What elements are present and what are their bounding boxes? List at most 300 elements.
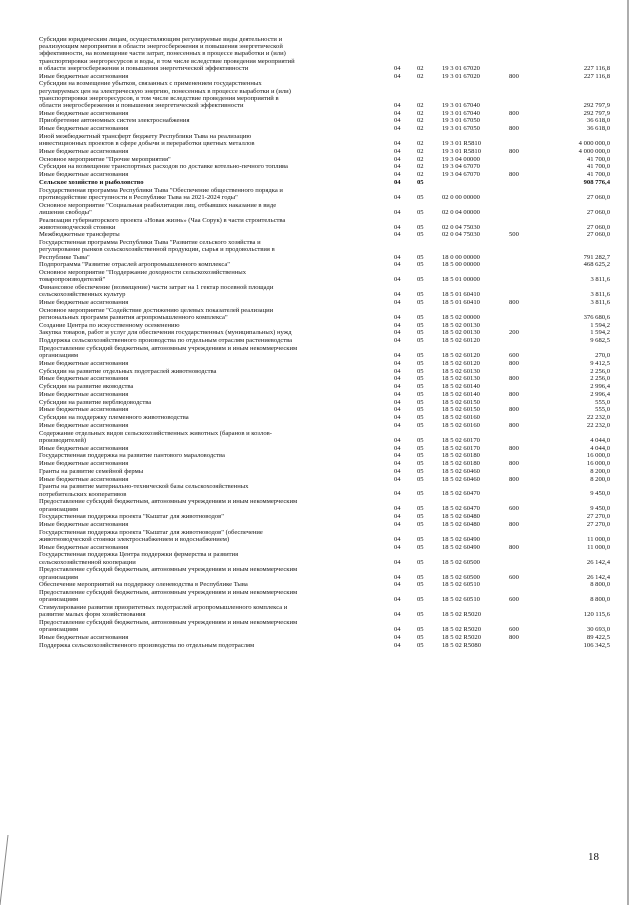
row-rz: 04	[394, 352, 401, 360]
row-sum: 27 270,0	[586, 521, 610, 528]
row-prz: 05	[417, 337, 424, 345]
row-rz: 04	[394, 223, 401, 231]
row-sum: 16 000,0	[586, 460, 610, 468]
table-row	[0, 476, 640, 483]
table-row	[0, 187, 640, 201]
row-vr: 600	[509, 352, 519, 360]
row-csr: 19 3 01 67040	[442, 109, 480, 117]
row-csr: 19 3 04 67070	[442, 171, 480, 179]
row-prz: 05	[417, 223, 424, 231]
row-rz: 04	[394, 513, 401, 521]
row-name: Приобретение автономных систем электроснабжения	[39, 117, 190, 125]
row-name: Иные бюджетные ассигнования	[39, 444, 129, 452]
row-prz: 05	[417, 421, 424, 429]
row-name: Гранты на развитие семейной фермы	[39, 467, 144, 475]
row-csr: 18 5 02 60500	[442, 573, 480, 581]
row-name: Иные бюджетные ассигнования	[39, 125, 129, 133]
table-row	[0, 163, 640, 170]
row-rz: 04	[394, 359, 401, 367]
row-vr: 200	[509, 329, 519, 337]
row-sum: 106 342,5	[583, 641, 610, 649]
row-rz: 04	[394, 253, 401, 261]
row-prz: 05	[417, 581, 424, 589]
row-sum: 4 044,0	[590, 444, 610, 452]
row-csr: 18 5 02 60130	[442, 375, 480, 383]
row-rz: 04	[394, 72, 401, 80]
row-prz: 02	[417, 72, 424, 80]
row-csr: 18 5 02 R5020	[442, 626, 482, 634]
row-prz: 05	[417, 505, 424, 513]
row-csr: 18 5 02 60460	[442, 467, 480, 475]
row-sum: 292 797,9	[583, 101, 610, 109]
row-prz: 05	[417, 436, 424, 444]
row-sum: 270,0	[595, 352, 610, 360]
table-row	[0, 239, 640, 261]
row-csr: 18 5 01 00000	[442, 276, 480, 284]
row-name: Иные бюджетные ассигнования	[39, 543, 129, 551]
row-name: Стимулирование развития приоритетных подотраслей агропромышленного комплекса и развитие малых форм хозяйствования	[39, 604, 288, 619]
row-sum: 1 594,2	[590, 329, 610, 337]
row-prz: 05	[417, 261, 424, 269]
row-prz: 05	[417, 383, 424, 391]
row-sum: 9 682,5	[590, 337, 610, 345]
row-vr: 600	[509, 596, 519, 604]
row-rz: 04	[394, 155, 401, 163]
row-sum: 2 996,4	[590, 390, 610, 398]
row-name: Иные бюджетные ассигнования	[39, 147, 129, 155]
row-vr: 800	[509, 375, 519, 383]
row-name: Предоставление субсидий бюджетным, автономным учреждениям и иным некоммерческим организациям	[39, 566, 298, 581]
table-row	[0, 329, 640, 336]
row-rz: 04	[394, 634, 401, 641]
row-rz: 04	[394, 261, 401, 269]
row-rz: 04	[394, 452, 401, 460]
row-prz: 02	[417, 171, 424, 179]
row-name: Межбюджетные трансферты	[39, 231, 120, 239]
row-name: Обеспечение мероприятий на поддержку оленеводства в Республике Тыва	[39, 581, 248, 589]
row-sum: 41 700,0	[586, 155, 610, 163]
row-vr: 800	[509, 171, 519, 179]
row-prz: 02	[417, 109, 424, 117]
row-sum: 22 232,0	[586, 414, 610, 422]
row-sum: 4 000 000,0	[578, 140, 610, 148]
row-rz: 04	[394, 109, 401, 117]
row-sum: 16 000,0	[586, 452, 610, 460]
row-sum: 36 618,0	[586, 117, 610, 125]
row-rz: 04	[394, 337, 401, 345]
row-name: Иные бюджетные ассигнования	[39, 475, 129, 483]
table-row	[0, 445, 640, 452]
row-name: Государственная поддержка проекта "Кыштаг для животноводов"	[39, 513, 224, 521]
row-csr: 19 3 01 R5810	[442, 147, 482, 155]
row-name: Сельское хозяйство и рыболовство	[39, 178, 144, 186]
row-rz: 04	[394, 329, 401, 337]
row-csr: 18 5 02 60120	[442, 359, 480, 367]
row-rz: 04	[394, 383, 401, 391]
row-prz: 05	[417, 444, 424, 452]
row-prz: 02	[417, 117, 424, 125]
row-rz: 04	[394, 125, 401, 133]
row-sum: 8 800,0	[590, 596, 610, 604]
row-csr: 18 5 02 R5080	[442, 641, 482, 649]
row-prz: 05	[417, 611, 424, 619]
table-row	[0, 414, 640, 421]
row-prz: 05	[417, 406, 424, 414]
row-csr: 18 5 02 60140	[442, 390, 480, 398]
table-row	[0, 634, 640, 641]
row-rz: 04	[394, 436, 401, 444]
row-name: Субсидии на развитие отдельных подотраслей животноводства	[39, 367, 217, 375]
row-name: Иные бюджетные ассигнования	[39, 375, 129, 383]
row-rz: 04	[394, 490, 401, 498]
row-rz: 04	[394, 406, 401, 414]
row-csr: 18 5 02 60470	[442, 505, 480, 513]
row-name: Иные бюджетные ассигнования	[39, 390, 129, 398]
row-prz: 05	[417, 521, 424, 528]
table-row	[0, 422, 640, 429]
row-rz: 04	[394, 505, 401, 513]
row-csr: 18 5 02 60160	[442, 421, 480, 429]
table-row	[0, 566, 640, 580]
row-prz: 05	[417, 390, 424, 398]
row-sum: 292 797,9	[583, 109, 610, 117]
row-rz: 04	[394, 171, 401, 179]
table-row	[0, 261, 640, 268]
row-rz: 04	[394, 475, 401, 483]
row-prz: 05	[417, 414, 424, 422]
row-rz: 04	[394, 573, 401, 581]
row-rz: 04	[394, 626, 401, 634]
row-name: Иные бюджетные ассигнования	[39, 359, 129, 367]
row-rz: 04	[394, 208, 401, 216]
row-prz: 05	[417, 193, 424, 201]
table-row	[0, 391, 640, 398]
row-prz: 05	[417, 367, 424, 375]
row-sum: 26 142,4	[586, 573, 610, 581]
row-sum: 41 700,0	[586, 163, 610, 171]
table-row	[0, 452, 640, 459]
row-vr: 800	[509, 359, 519, 367]
row-name: Субсидии на развитие верблюдоводства	[39, 398, 152, 406]
table-row	[0, 406, 640, 413]
row-prz: 05	[417, 313, 424, 321]
row-name: Субсидии на возмещение убытков, связанных с применением государственных регулируемых цен на электрическую энергию, понесенных в процессе выработки и (или) транспортировки энергоресурсов, в том числе вследствие проведения мероприятий в области энергосбережения и повышения энергетической эффективности	[39, 80, 291, 109]
row-csr: 18 5 02 60480	[442, 513, 480, 521]
row-csr: 02 0 04 75030	[442, 223, 480, 231]
row-csr: 18 5 02 60510	[442, 581, 480, 589]
row-csr: 18 5 02 R5020	[442, 611, 482, 619]
row-rz: 04	[394, 641, 401, 649]
row-vr: 800	[509, 634, 519, 641]
row-csr: 18 5 02 60460	[442, 475, 480, 483]
row-vr: 800	[509, 299, 519, 306]
row-name: Поддержка сельскохозяйственного производства по отдельным отраслям растениеводства	[39, 337, 293, 345]
row-rz: 04	[394, 101, 401, 109]
row-rz: 04	[394, 193, 401, 201]
row-rz: 04	[394, 543, 401, 551]
row-prz: 05	[417, 641, 424, 649]
row-prz: 05	[417, 329, 424, 337]
row-sum: 908 776,4	[583, 178, 610, 186]
row-name: Субсидия на возмещение транспортных расходов по доставке котельно-печного топлива	[39, 163, 288, 171]
row-name: Иные бюджетные ассигнования	[39, 521, 129, 528]
row-rz: 04	[394, 291, 401, 299]
row-sum: 376 680,6	[583, 313, 610, 321]
row-vr: 800	[509, 444, 519, 452]
row-vr: 800	[509, 521, 519, 528]
row-prz: 05	[417, 596, 424, 604]
row-csr: 18 5 02 00000	[442, 313, 480, 321]
row-prz: 05	[417, 573, 424, 581]
row-vr: 800	[509, 460, 519, 468]
table-row	[0, 642, 640, 649]
row-prz: 05	[417, 513, 424, 521]
row-name: Поддержка сельскохозяйственного производства по отдельным подотраслям	[39, 641, 255, 649]
row-vr: 600	[509, 626, 519, 634]
table-row	[0, 399, 640, 406]
row-sum: 9 450,0	[590, 505, 610, 513]
table-row	[0, 581, 640, 588]
table-row	[0, 383, 640, 390]
row-csr: 18 5 02 60470	[442, 490, 480, 498]
row-csr: 18 5 02 R5020	[442, 634, 482, 641]
row-sum: 11 000,0	[587, 535, 610, 543]
page-number: 18	[588, 851, 599, 863]
row-name: Подпрограмма "Развитие отраслей агропромышленного комплекса"	[39, 261, 230, 269]
row-rz: 04	[394, 414, 401, 422]
row-sum: 27 060,0	[586, 193, 610, 201]
row-prz: 05	[417, 253, 424, 261]
row-csr: 18 5 02 60490	[442, 543, 480, 551]
row-csr: 18 5 02 60160	[442, 414, 480, 422]
row-csr: 18 5 01 60410	[442, 291, 480, 299]
row-rz: 04	[394, 521, 401, 528]
row-rz: 04	[394, 178, 401, 186]
row-prz: 05	[417, 634, 424, 641]
table-row	[0, 345, 640, 359]
row-csr: 19 3 04 00000	[442, 155, 480, 163]
row-sum: 227 116,8	[583, 64, 610, 72]
row-sum: 36 618,0	[586, 125, 610, 133]
row-prz: 05	[417, 626, 424, 634]
row-sum: 3 811,6	[590, 276, 610, 284]
table-row	[0, 148, 640, 155]
row-name: Содержание отдельных видов сельскохозяйственных животных (баранов и козлов- производителей)	[39, 429, 272, 444]
row-name: Государственная программа Республики Тыва "Развитие сельского хозяйства и регулирование рынков сельскохозяйственной продукции, сырья и продовольствия в Республике Тыва"	[39, 239, 275, 261]
row-csr: 19 3 04 67070	[442, 163, 480, 171]
table-row	[0, 544, 640, 551]
row-csr: 18 5 02 00130	[442, 321, 480, 329]
row-rz: 04	[394, 117, 401, 125]
row-rz: 04	[394, 611, 401, 619]
table-row	[0, 483, 640, 497]
row-rz: 04	[394, 398, 401, 406]
row-name: Государственная поддержка на развитие пантового мараловодства	[39, 452, 225, 460]
row-csr: 02 0 04 75030	[442, 231, 480, 239]
row-prz: 05	[417, 475, 424, 483]
table-row	[0, 619, 640, 633]
row-name: Основное мероприятие "Поддержание доходности сельскохозяйственных товаропроизводителей"	[39, 269, 247, 284]
table-row	[0, 360, 640, 367]
table-row	[0, 322, 640, 329]
table-row	[0, 604, 640, 618]
row-name: Реализация губернаторского проекта «Новая жизнь» (Чаа Сорук) в части строительства животноводческой стоянки	[39, 216, 286, 231]
row-name: Предоставление субсидий бюджетным, автономным учреждениям и иным некоммерческим организациям	[39, 589, 298, 604]
table-row	[0, 307, 640, 321]
row-prz: 02	[417, 163, 424, 171]
row-rz: 04	[394, 163, 401, 171]
row-vr: 800	[509, 421, 519, 429]
row-prz: 05	[417, 558, 424, 566]
row-name: Иной межбюджетный трансферт бюджету Республики Тыва на реализацию инвестиционных проектов в сфере добычи и переработки цветных металлов	[39, 132, 255, 148]
row-csr: 18 5 02 60150	[442, 406, 480, 414]
table-row	[0, 337, 640, 344]
row-sum: 27 060,0	[586, 223, 610, 231]
row-name: Иные бюджетные ассигнования	[39, 72, 129, 80]
row-csr: 18 5 02 00130	[442, 329, 480, 337]
row-csr: 18 5 02 60170	[442, 444, 480, 452]
row-name: Субсидии на поддержку племенного животноводства	[39, 414, 189, 422]
table-row	[0, 133, 640, 147]
row-prz: 05	[417, 375, 424, 383]
row-sum: 3 811,6	[590, 299, 610, 306]
row-sum: 41 700,0	[586, 171, 610, 179]
row-vr: 600	[509, 573, 519, 581]
row-name: Создание Центра по искусственному осеменению	[39, 321, 180, 329]
row-rz: 04	[394, 596, 401, 604]
table-row	[0, 284, 640, 298]
row-name: Субсидии на развитие яководства	[39, 383, 134, 391]
row-name: Иные бюджетные ассигнования	[39, 406, 129, 414]
row-csr: 18 5 02 60120	[442, 352, 480, 360]
row-vr: 800	[509, 543, 519, 551]
row-sum: 2 256,0	[590, 375, 610, 383]
table-row	[0, 269, 640, 283]
row-name: Финансовое обеспечение (возмещение) части затрат на 1 гектар посевной площади сельскохозяйственных культур	[39, 284, 274, 299]
row-sum: 4 044,0	[590, 436, 610, 444]
row-sum: 120 115,6	[583, 611, 610, 619]
row-sum: 227 116,8	[583, 72, 610, 80]
row-prz: 05	[417, 231, 424, 239]
row-prz: 05	[417, 467, 424, 475]
row-csr: 18 5 01 60410	[442, 299, 480, 306]
table-row	[0, 125, 640, 132]
row-prz: 05	[417, 276, 424, 284]
row-prz: 02	[417, 101, 424, 109]
table-row	[0, 117, 640, 124]
row-csr: 18 5 02 60170	[442, 436, 480, 444]
row-rz: 04	[394, 390, 401, 398]
row-csr: 02 0 00 00000	[442, 193, 480, 201]
row-csr: 18 5 02 60480	[442, 521, 480, 528]
row-rz: 04	[394, 444, 401, 452]
table-row	[0, 551, 640, 565]
row-prz: 02	[417, 125, 424, 133]
table-row	[0, 430, 640, 444]
row-prz: 05	[417, 452, 424, 460]
row-sum: 555,0	[595, 406, 610, 414]
row-name: Закупка товаров, работ и услуг для обеспечения государственных (муниципальных) нужд	[39, 329, 292, 337]
row-vr: 800	[509, 147, 519, 155]
row-vr: 800	[509, 406, 519, 414]
row-prz: 05	[417, 352, 424, 360]
row-csr: 19 3 01 R5810	[442, 140, 482, 148]
table-row	[0, 299, 640, 306]
row-sum: 3 811,6	[590, 291, 610, 299]
row-name: Государственная поддержка проекта "Кыштаг для животноводов" (обеспечение животноводческой стоянки электроснабжением и водоснабжением)	[39, 528, 263, 543]
row-sum: 1 594,2	[590, 321, 610, 329]
row-prz: 05	[417, 299, 424, 306]
row-csr: 18 5 00 00000	[442, 261, 480, 269]
table-row	[0, 498, 640, 512]
row-rz: 04	[394, 460, 401, 468]
row-vr: 800	[509, 390, 519, 398]
row-rz: 04	[394, 313, 401, 321]
row-sum: 89 422,5	[586, 634, 610, 641]
row-name: Иные бюджетные ассигнования	[39, 634, 129, 641]
row-csr: 19 3 01 67050	[442, 117, 480, 125]
row-name: Основное мероприятие "Прочие мероприятия"	[39, 155, 171, 163]
row-csr: 18 5 02 60490	[442, 535, 480, 543]
row-rz: 04	[394, 367, 401, 375]
row-prz: 05	[417, 291, 424, 299]
row-csr: 02 0 04 00000	[442, 208, 480, 216]
row-name: Предоставление субсидий бюджетным, автономным учреждениям и иным некоммерческим организациям	[39, 498, 298, 513]
row-name: Иные бюджетные ассигнования	[39, 109, 129, 117]
row-rz: 04	[394, 140, 401, 148]
row-name: Иные бюджетные ассигнования	[39, 299, 129, 306]
table-row	[0, 231, 640, 238]
row-sum: 468 625,2	[583, 261, 610, 269]
row-rz: 04	[394, 64, 401, 72]
row-name: Предоставление субсидий бюджетным, автономным учреждениям и иным некоммерческим организациям	[39, 344, 298, 360]
row-name: Гранты на развитие материально-технической базы сельскохозяйственных потребительских кооперативов	[39, 483, 249, 498]
row-sum: 9 450,0	[590, 490, 610, 498]
row-prz: 05	[417, 490, 424, 498]
row-csr: 18 5 02 60500	[442, 558, 480, 566]
row-prz: 02	[417, 140, 424, 148]
table-row	[0, 375, 640, 382]
table-row	[0, 73, 640, 80]
row-name: Субсидии юридическим лицам, осуществляющим регулируемые виды деятельности и реализующим мероприятия в области энергосбережения и повышения энергетической эффективности, на возмещение части затрат, понесенных в процессе выработки и (или) транспортировки энергоресурсов и воды, в том числе вследствие проведения мероприятий в области энергосбережения и повышения энергетической эффективности	[39, 36, 295, 72]
row-rz: 04	[394, 467, 401, 475]
row-sum: 27 270,0	[586, 513, 610, 521]
row-rz: 04	[394, 421, 401, 429]
row-csr: 19 3 01 67020	[442, 72, 480, 80]
row-sum: 9 412,5	[590, 359, 610, 367]
row-vr: 800	[509, 475, 519, 483]
row-name: Иные бюджетные ассигнования	[39, 460, 129, 468]
row-name: Государственная поддержка Центра поддержки фермерства и развития сельскохозяйственной кооперации	[39, 551, 239, 566]
row-name: Иные бюджетные ассигнования	[39, 421, 129, 429]
table-row	[0, 36, 640, 72]
row-csr: 18 5 02 60140	[442, 383, 480, 391]
table-row	[0, 513, 640, 520]
row-csr: 18 0 00 00000	[442, 253, 480, 261]
row-prz: 05	[417, 543, 424, 551]
table-row	[0, 80, 640, 109]
row-prz: 05	[417, 208, 424, 216]
row-rz: 04	[394, 276, 401, 284]
row-prz: 05	[417, 460, 424, 468]
row-vr: 600	[509, 505, 519, 513]
table-row	[0, 529, 640, 543]
row-sum: 22 232,0	[586, 421, 610, 429]
table-row	[0, 468, 640, 475]
row-sum: 11 000,0	[587, 543, 610, 551]
table-row	[0, 521, 640, 528]
row-rz: 04	[394, 147, 401, 155]
